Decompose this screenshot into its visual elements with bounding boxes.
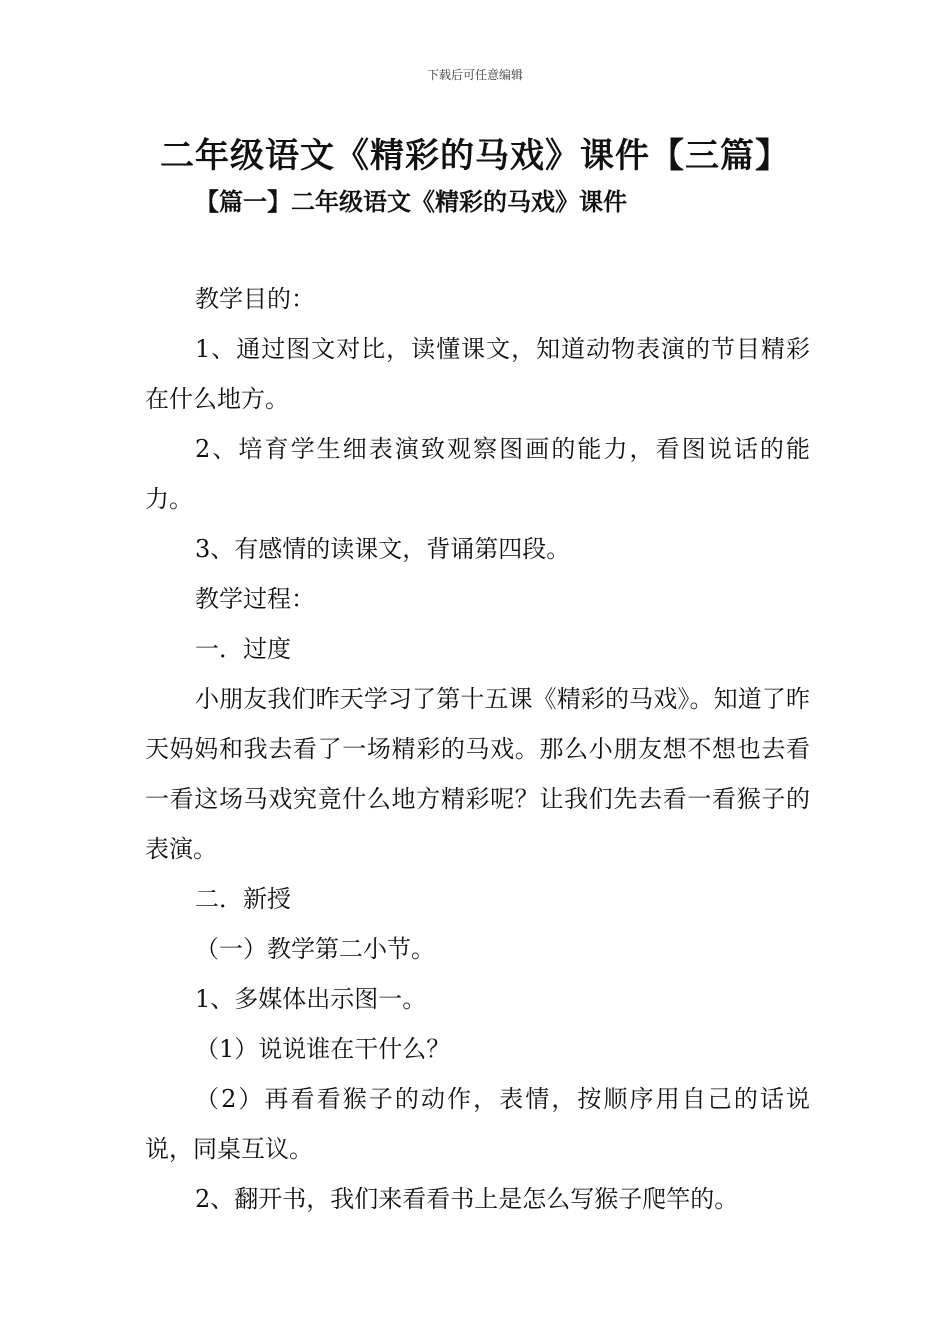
header-note: 下载后可任意编辑 [426,68,523,82]
paragraph-media-1: 1、多媒体出示图一。 [195,985,427,1013]
paragraph-teaching-goals: 教学目的： [195,285,315,313]
paragraph-step-two: 二．新授 [195,885,291,913]
paragraph-question-1: （1）说说谁在干什么？ [195,1035,451,1063]
paragraph-teaching-process: 教学过程： [195,585,315,613]
paragraph-step-one: 一．过度 [195,635,291,663]
paragraph-section-2: （一）教学第二小节。 [195,935,435,963]
section-title: 【篇一】二年级语文《精彩的马戏》课件 [195,187,627,216]
paragraph-goal-2: 2、培育学生细表演致观察图画的能力，看图说话的能力。 [145,435,810,513]
document-title: 二年级语文《精彩的马戏》课件【三篇】 [160,136,790,176]
paragraph-question-2: （2）再看看猴子的动作，表情，按顺序用自己的话说说，同桌互议。 [145,1085,810,1163]
paragraph-open-book: 2、翻开书，我们来看看书上是怎么写猴子爬竿的。 [195,1185,739,1213]
paragraph-goal-1: 1、通过图文对比，读懂课文，知道动物表演的节目精彩在什么地方。 [145,335,810,413]
paragraph-goal-3: 3、有感情的读课文，背诵第四段。 [195,535,571,563]
paragraph-intro: 小朋友我们昨天学习了第十五课《精彩的马戏》。知道了昨天妈妈和我去看了一场精彩的马戏。那么小朋友想不想也去看一看这场马戏究竟什么地方精彩呢？让我们先去看一看猴子的表演。 [145,685,810,863]
